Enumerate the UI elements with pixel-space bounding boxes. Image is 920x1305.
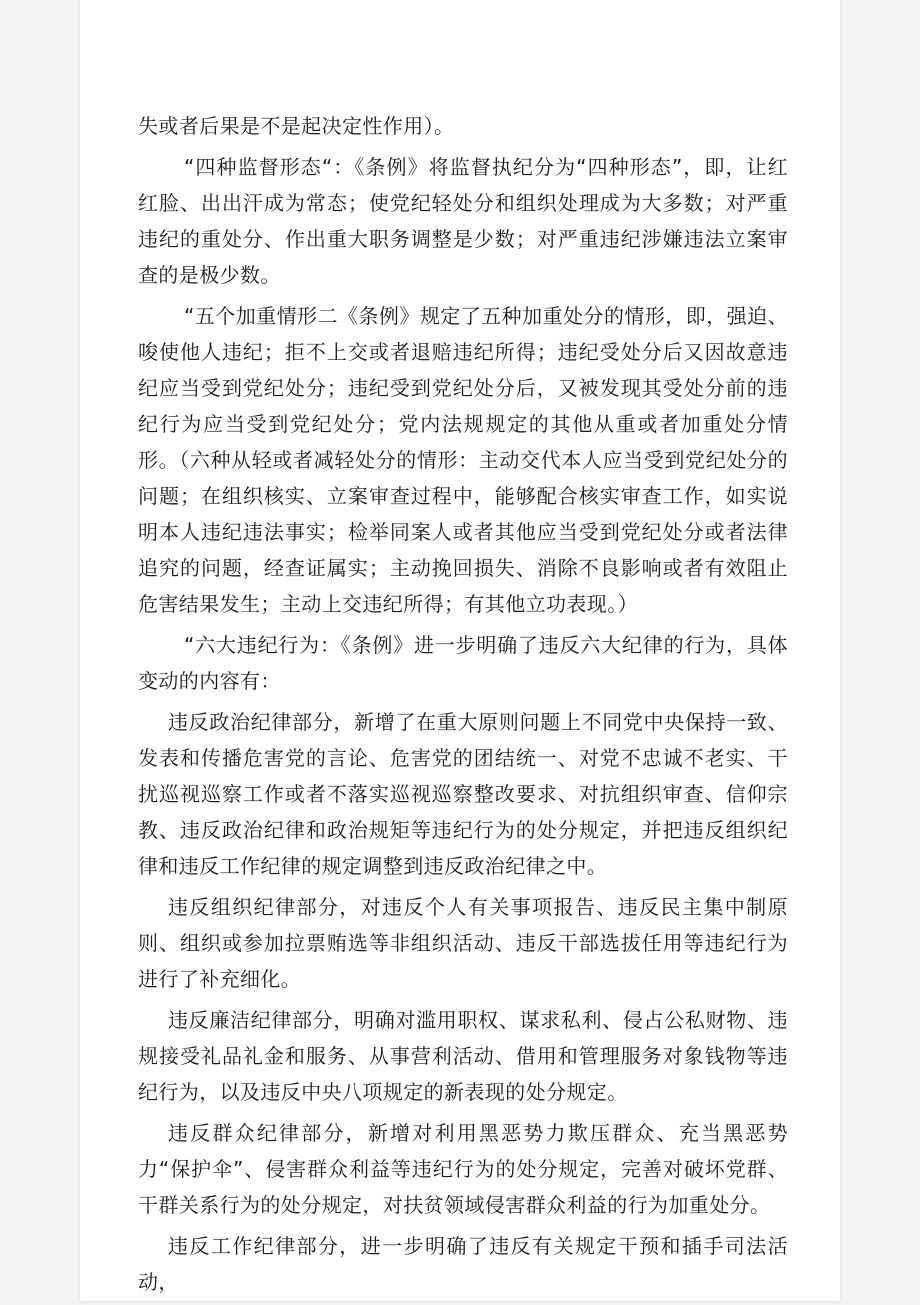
paragraph-integrity-discipline: 违反廉洁纪律部分，明确对滥用职权、谋求私利、侵占公私财物、违规接受礼品礼金和服务、从事营利活动、借用和管理服务对象钱物等违纪行为，以及违反中央八项规定的新表现的处分规定。: [138, 1008, 788, 1104]
paragraph-organizational-discipline: 违反组织纪律部分，对违反个人有关事项报告、违反民主集中制原则、组织或参加拉票贿选等非组织活动、违反干部选拔任用等违纪行为进行了补充细化。: [138, 895, 788, 991]
document-body: [138, 108, 788, 1305]
paragraph-mass-discipline: 违反群众纪律部分，新增对利用黑恶势力欺压群众、充当黑恶势力“保护伞”、侵害群众利益等违纪行为的处分规定，完善对破坏党群、干群关系行为的处分规定，对扶贫领域侵害群众利益的行为加重处分。: [138, 1121, 788, 1217]
paragraph-political-discipline: 违反政治纪律部分，新增了在重大原则问题上不同党中央保持一致、发表和传播危害党的言论、危害党的团结统一、对党不忠诚不老实、干扰巡视巡察工作或者不落实巡视巡察整改要求、对抗组织审查、信仰宗教、违反政治纪律和政治规矩等违纪行为的处分规定，并把违反组织纪律和违反工作纪律的规定调整到违反政治纪律之中。: [138, 710, 788, 878]
document-page: [80, 0, 840, 1301]
paragraph-four-forms: “四种监督形态“：《条例》将监督执纪分为“四种形态”，即，让红红脸、出出汗成为常态；使党纪轻处分和组织处理成为大多数；对严重违纪的重处分、作出重大职务调整是少数；对严重违纪涉嫌违法立案审查的是极少数。: [138, 155, 788, 287]
paragraph-six-violations: “六大违纪行为：《条例》进一步明确了违反六大纪律的行为，具体变动的内容有：: [138, 633, 788, 693]
paragraph-five-aggravating: “五个加重情形二《条例》规定了五种加重处分的情形，即，强迫、唆使他人违纪；拒不上交或者退赔违纪所得；违纪受处分后又因故意违纪应当受到党纪处分；违纪受到党纪处分后，又被发现其受处分前的违纪行为应当受到党纪处分；党内法规规定的其他从重或者加重处分情形。（六种从轻或者减轻处分的情形：主动交代本人应当受到党纪处分的问题；在组织核实、立案审查过程中，能够配合核实审查工作，如实说明本人违纪违法事实；检举同案人或者其他应当受到党纪处分或者法律追究的问题，经查证属实；主动挽回损失、消除不良影响或者有效阻止危害结果发生；主动上交违纪所得；有其他立功表现。）: [138, 304, 788, 616]
paragraph-work-discipline: 违反工作纪律部分，进一步明确了违反有关规定干预和插手司法活动，: [138, 1234, 788, 1294]
paragraph-continuation: 失或者后果是不是起决定性作用）。: [138, 114, 455, 138]
